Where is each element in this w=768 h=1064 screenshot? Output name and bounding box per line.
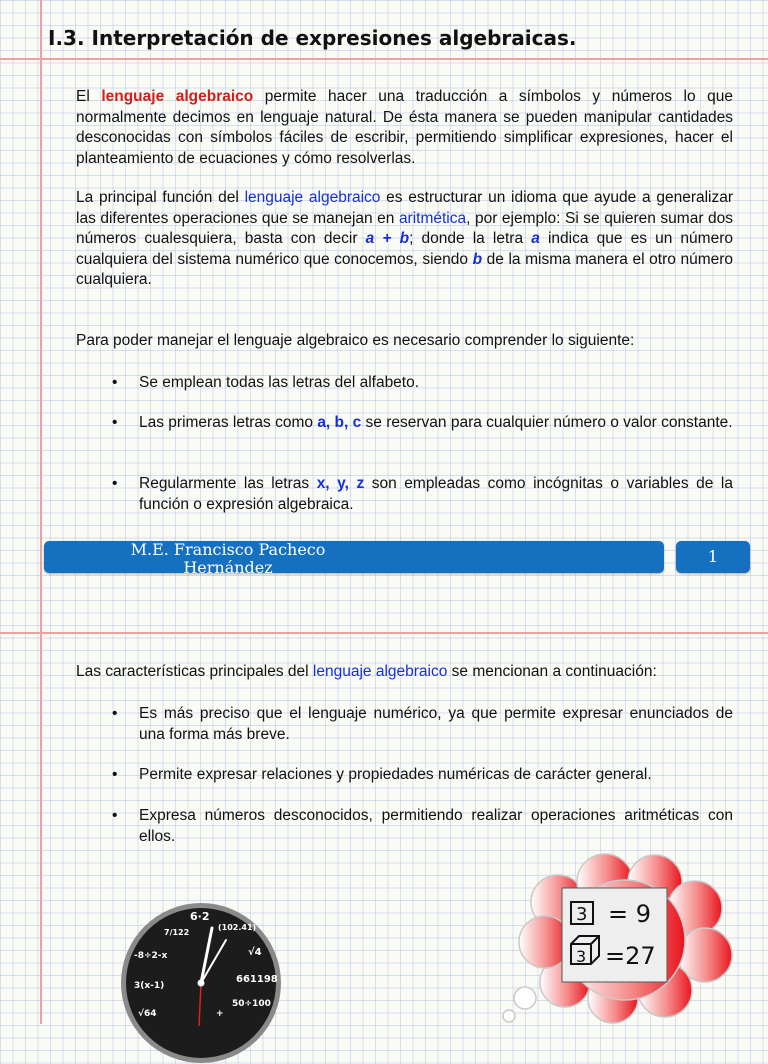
bullet-icon: •	[112, 807, 118, 824]
expression-a-plus-b: a + b	[365, 230, 410, 247]
clock-label: 50÷100	[232, 999, 271, 1009]
page-gap	[0, 580, 768, 634]
margin-line-horizontal	[0, 58, 768, 60]
clock-center	[198, 980, 205, 987]
variable-a: a	[531, 230, 540, 247]
bullet-icon: •	[112, 414, 118, 431]
bullet-icon: •	[112, 374, 118, 391]
paragraph-characteristics: Las características principales del lenguaje algebraico se mencionan a continuación:	[76, 663, 657, 680]
link-lenguaje-algebraico-2[interactable]: lenguaje algebraico	[312, 663, 448, 680]
term-lenguaje-algebraico: lenguaje algebraico	[101, 88, 254, 105]
variable-b: b	[472, 250, 483, 268]
paragraph-function: La principal función del lenguaje algebraico es estructurar un idioma que ayude a generalizar las diferentes operaciones que se manejan en aritmética, por ejemplo: Si se quieren sumar dos números cualesquiera, basta con decir a + b; donde la letra a indica que es un número cualquiera del sistema numérico que conocemos, siendo b de la misma manera el otro número cualquiera.	[76, 189, 734, 288]
page-title: I.3. Interpretación de expresiones algebraicas.	[48, 26, 577, 50]
list-item: • Las primeras letras como a, b, c se reservan para cualquier número o valor constante.	[112, 413, 733, 434]
clock-label: -8÷2-x	[134, 951, 168, 961]
list-item: • Expresa números desconocidos, permitiendo realizar operaciones aritméticas con ellos.	[112, 807, 733, 845]
bullet-icon: •	[112, 766, 118, 783]
thinking-cloud-image	[495, 850, 735, 1024]
bullet-icon: •	[112, 475, 118, 492]
letters-a-b-c: a, b, c	[317, 414, 362, 431]
clock-label: √4	[248, 947, 262, 958]
clock-label: 6·2	[190, 910, 210, 923]
bullet-icon: •	[112, 705, 118, 722]
clock-label: 7/122	[164, 928, 190, 937]
math-clock-image	[120, 902, 282, 1064]
equation-cube: =27	[605, 942, 656, 970]
paragraph-intro: El lenguaje algebraico permite hacer una traducción a símbolos y números lo que normalmente decimos en lenguaje natural. De ésta manera se pueden manipular cantidades desconocidas con símbolos fáciles de escribir, permitiendo simplificar expresiones, hacer el planteamiento de ecuaciones y cómo resolverlas.	[76, 88, 733, 167]
equation-base: 3	[576, 904, 588, 925]
margin-line-vertical	[40, 0, 42, 1024]
link-aritmetica[interactable]: aritmética	[398, 209, 467, 227]
footer-author: M.E. Francisco Pacheco Hernández	[130, 541, 326, 573]
cloud-bubble	[503, 1010, 515, 1022]
footer-author-bar	[44, 541, 664, 573]
list-item: • Regularmente las letras x, y, z son empleadas como incógnitas o variables de la función o expresión algebraica.	[112, 475, 733, 513]
clock-label: 3(x-1)	[134, 981, 165, 991]
clock-label: √64	[138, 1009, 157, 1019]
letters-x-y-z: x, y, z	[316, 475, 365, 492]
list-item: • Permite expresar relaciones y propiedades numéricas de carácter general.	[112, 765, 733, 786]
paragraph-requirements: Para poder manejar el lenguaje algebraico es necesario comprender lo siguiente:	[76, 332, 635, 349]
link-lenguaje-algebraico[interactable]: lenguaje algebraico	[244, 189, 381, 206]
cloud-bubble	[514, 987, 536, 1009]
clock-label: 661198	[236, 974, 278, 985]
clock-label: (102.41)	[218, 923, 257, 932]
list-item: • Es más preciso que el lenguaje numérico, ya que permite expresar enunciados de una forma más breve.	[112, 705, 733, 743]
equation-base: 3	[576, 947, 587, 966]
page-number: 1	[676, 541, 750, 573]
list-item: • Se emplean todas las letras del alfabeto.	[112, 373, 733, 394]
clock-label: +	[216, 1009, 224, 1019]
equation-square: = 9	[608, 900, 652, 928]
